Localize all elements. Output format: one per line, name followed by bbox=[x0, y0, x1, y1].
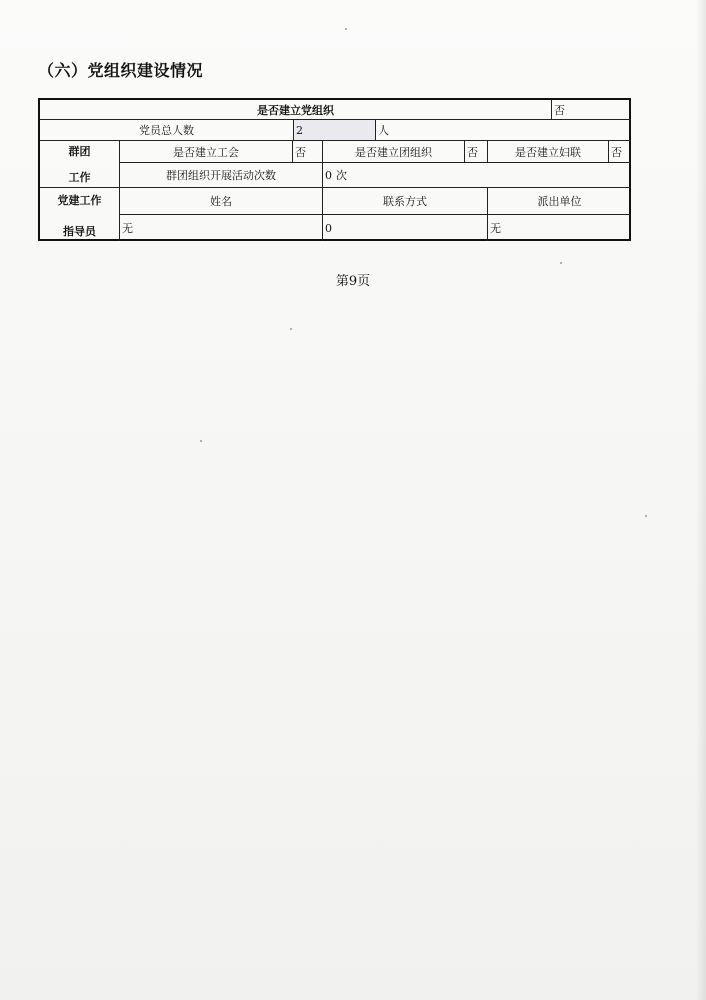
activities-label: 群团组织开展活动次数 bbox=[120, 163, 323, 188]
instructor-label-line1: 党建工作 bbox=[57, 194, 102, 207]
members-label: 党员总人数 bbox=[40, 120, 294, 141]
paper-speck bbox=[345, 28, 347, 30]
members-unit: 人 bbox=[376, 120, 631, 141]
activities-value: 0 bbox=[325, 168, 332, 182]
page-edge-shadow bbox=[696, 0, 706, 1000]
col-header-contact: 联系方式 bbox=[323, 188, 488, 215]
instructor-label-line2: 指导员 bbox=[63, 225, 96, 238]
mass-org-label bbox=[40, 141, 120, 188]
mass-org-label-line2: 工作 bbox=[68, 171, 91, 184]
instructor-contact: 0 bbox=[323, 215, 488, 241]
paper-speck bbox=[200, 440, 202, 442]
instructor-name: 无 bbox=[120, 215, 323, 241]
youth-org-value: 否 bbox=[465, 141, 488, 163]
section-title: （六）党组织建设情况 bbox=[38, 61, 204, 80]
col-header-name: 姓名 bbox=[120, 188, 323, 215]
instructor-label bbox=[40, 188, 120, 241]
col-header-unit: 派出单位 bbox=[488, 188, 631, 215]
party-org-value: 否 bbox=[552, 100, 631, 120]
activities-value-cell bbox=[323, 163, 631, 188]
activities-unit: 次 bbox=[336, 169, 347, 182]
members-value: 2 bbox=[294, 120, 376, 141]
party-organization-table bbox=[38, 98, 631, 241]
paper-speck bbox=[560, 262, 562, 264]
instructor-unit: 无 bbox=[490, 222, 501, 235]
party-org-label: 是否建立党组织 bbox=[40, 100, 552, 120]
paper-speck bbox=[645, 515, 647, 517]
mass-org-label-line1: 群团 bbox=[68, 145, 91, 158]
union-value: 否 bbox=[293, 141, 323, 163]
youth-org-label: 是否建立团组织 bbox=[323, 141, 465, 163]
women-fed-label: 是否建立妇联 bbox=[488, 141, 609, 163]
page-number: 第9页 bbox=[335, 274, 371, 289]
union-label: 是否建立工会 bbox=[120, 141, 293, 163]
paper-speck bbox=[290, 328, 292, 330]
women-fed-value: 否 bbox=[609, 141, 631, 163]
